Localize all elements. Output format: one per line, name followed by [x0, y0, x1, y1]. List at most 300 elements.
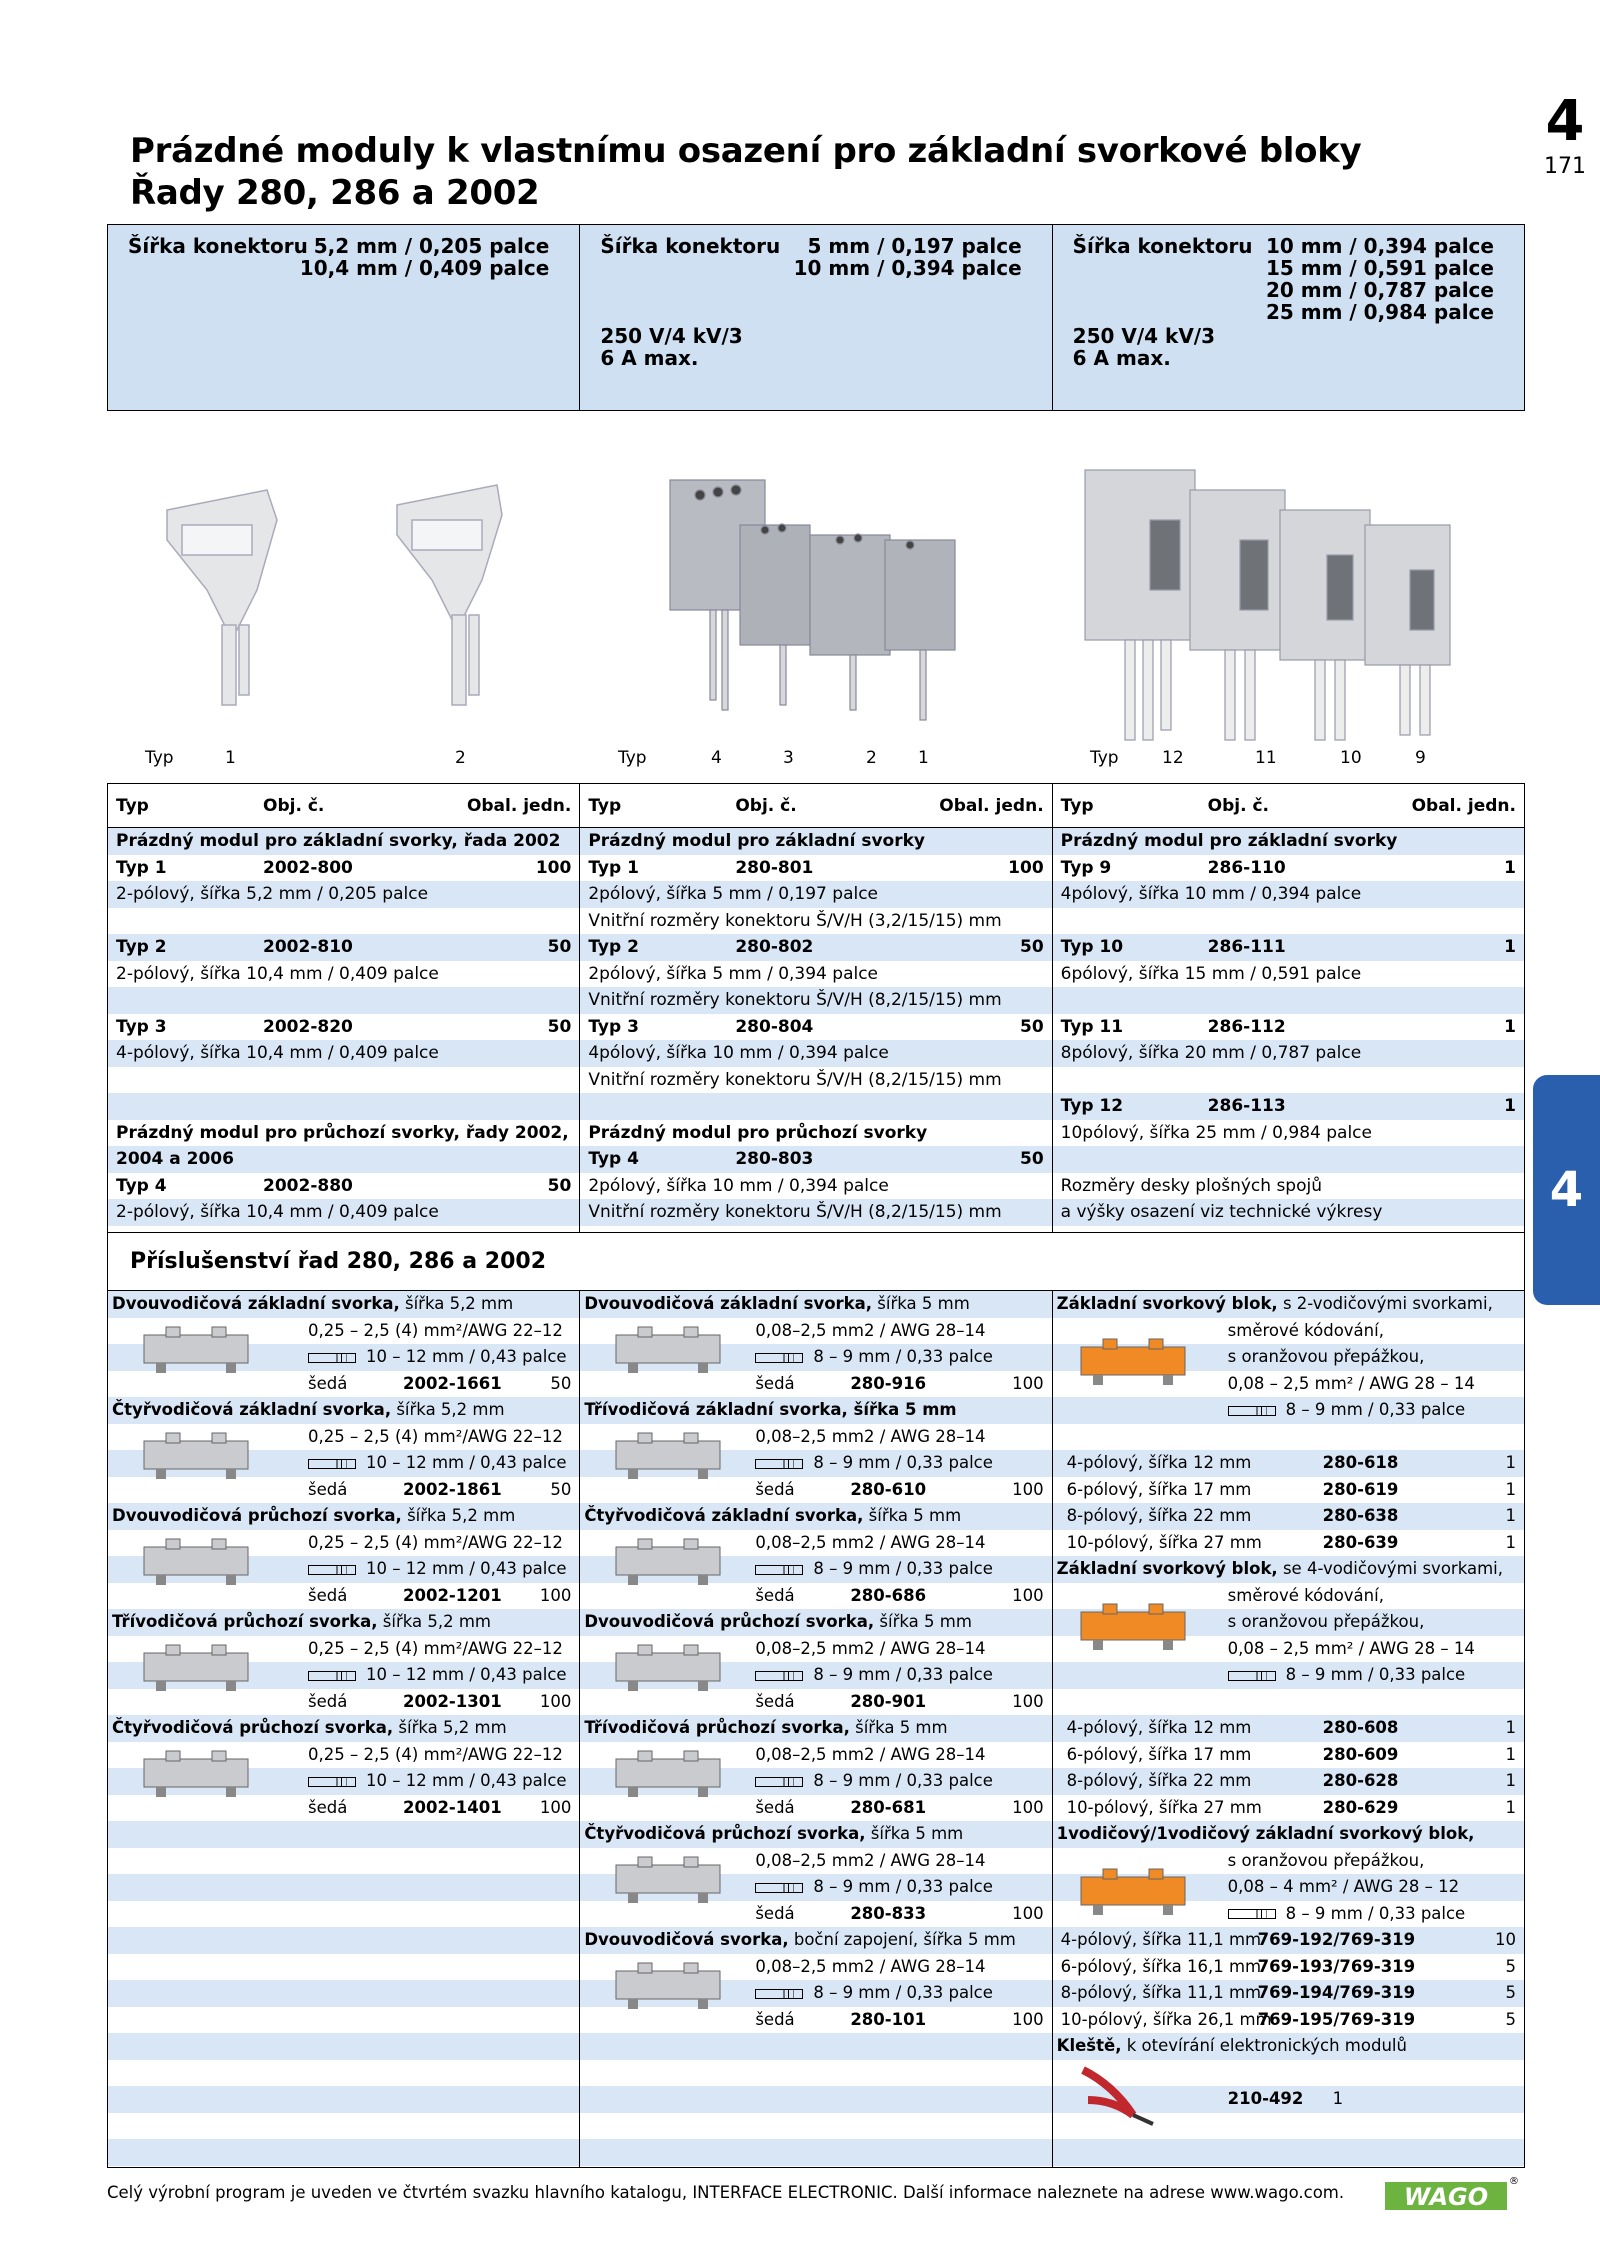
order-number: 280-833: [850, 1903, 927, 1923]
wire-spec: 0,25 – 2,5 (4) mm²/AWG 22–12: [308, 1744, 563, 1764]
product-name: Dvouvodičová základní svorka, šířka 5,2 mm: [112, 1294, 514, 1313]
pack-qty: 100: [539, 1585, 572, 1605]
strip-length: 8 – 9 mm / 0,33 palce: [755, 1450, 993, 1477]
acc-row: [108, 1927, 579, 1954]
wire-spec: 0,25 – 2,5 (4) mm²/AWG 22–12: [308, 1320, 563, 1340]
table-row: [108, 987, 579, 1014]
side-tab-label: 4: [1549, 1162, 1584, 1218]
product-name: Dvouvodičová svorka, boční zapojení, šířka 5 mm: [584, 1930, 1016, 1949]
color: šedá: [755, 1691, 795, 1711]
wire-strip-icon: [308, 1671, 356, 1681]
terminal-image: [608, 1639, 728, 1697]
row-text: Vnitřní rozměry konektoru Š/V/H (8,2/15/15) mm: [588, 990, 1002, 1010]
table-row: [108, 855, 579, 882]
footer-text: Celý výrobní program je uveden ve čtvrtém svazku hlavního katalogu, INTERFACE ELECTRONIC. Další informace naleznete na adrese www.wago.com.: [107, 2183, 1345, 2202]
wire-strip-icon: [308, 1777, 356, 1787]
row-text: Prázdný modul pro základní svorky: [1060, 831, 1398, 851]
voltage-rating: 250 V/4 kV/3: [600, 324, 743, 348]
type-num: 1: [918, 748, 929, 768]
pack-qty: 100: [539, 1797, 572, 1817]
table-row: [108, 908, 579, 935]
table-row: [580, 1146, 1051, 1173]
acc-row: [580, 2113, 1051, 2140]
wire-strip-icon: [755, 1989, 803, 1999]
wire-spec: 0,08–2,5 mm2 / AWG 28–14: [755, 1744, 986, 1764]
product-name: Čtyřvodičová průchozí svorka, šířka 5 mm: [584, 1824, 964, 1843]
spec-label: Šířka konektoru: [600, 234, 781, 258]
table-row: [108, 1146, 579, 1173]
strip-length: 8 – 9 mm / 0,33 palce: [755, 1874, 993, 1901]
order-number: 2002-1861: [403, 1479, 502, 1499]
row-text: 2-pólový, šířka 10,4 mm / 0,409 palce: [116, 1202, 439, 1222]
row-text: Typ 2: [588, 937, 639, 957]
row-text: Prázdný modul pro průchozí svorky, řady 2002,: [116, 1122, 569, 1143]
terminal-image: [1073, 1598, 1193, 1656]
variant-desc: 6-pólový, šířka 16,1 mm: [1060, 1956, 1262, 1976]
spec-line: směrové kódování,: [1227, 1320, 1384, 1340]
pack-qty: 100: [1008, 857, 1044, 878]
variant-desc: 8-pólový, šířka 22 mm: [1066, 1506, 1252, 1525]
table-row: [580, 1199, 1051, 1226]
spec-label: Šířka konektoru: [1072, 234, 1253, 258]
order-number: 280-803: [735, 1149, 814, 1169]
acc-row: [108, 1848, 579, 1875]
wire-strip-icon: [308, 1565, 356, 1575]
wire-spec: 0,08–2,5 mm2 / AWG 28–14: [755, 1956, 986, 1976]
order-number: 280-610: [850, 1479, 927, 1499]
strip-length: 8 – 9 mm / 0,33 palce: [1228, 1397, 1466, 1424]
pack-qty: 100: [1012, 1797, 1044, 1817]
type-prefix: Typ: [1090, 748, 1119, 768]
wire-spec: 0,08–2,5 mm2 / AWG 28–14: [755, 1320, 986, 1340]
strip-length: 10 – 12 mm / 0,43 palce: [308, 1662, 567, 1689]
acc-row: [108, 2139, 579, 2166]
acc-row: [108, 1291, 579, 1318]
row-text: Vnitřní rozměry konektoru Š/V/H (8,2/15/15) mm: [588, 1069, 1002, 1090]
acc-row: [1053, 1768, 1524, 1795]
wire-strip-icon: [308, 1459, 356, 1469]
pack-qty: 10: [1494, 1930, 1516, 1949]
order-number: 280-804: [735, 1016, 814, 1037]
acc-row: [108, 1397, 579, 1424]
row-text: Typ 3: [588, 1016, 639, 1037]
spec-line: směrové kódování,: [1227, 1585, 1384, 1605]
acc-row: [108, 1901, 579, 1928]
order-number: 280-802: [735, 937, 814, 957]
header-typ: Typ: [1060, 796, 1094, 816]
color: šedá: [308, 1479, 348, 1499]
order-number: 2002-1401: [403, 1797, 502, 1817]
acc-row: [1053, 1662, 1524, 1689]
color: šedá: [755, 2009, 795, 2029]
product-name: Třívodičová základní svorka, šířka 5 mm: [584, 1400, 957, 1419]
table-row: [580, 881, 1051, 908]
variant-desc: 6-pólový, šířka 17 mm: [1066, 1744, 1252, 1764]
product-name: Třívodičová průchozí svorka, šířka 5,2 mm: [112, 1612, 491, 1631]
order-number: 286-112: [1207, 1016, 1286, 1037]
row-text: 4-pólový, šířka 10,4 mm / 0,409 palce: [116, 1043, 439, 1063]
pack-qty: 5: [1505, 2009, 1516, 2029]
pack-qty: 1: [1505, 1453, 1516, 1472]
header-obj: Obj. č.: [263, 796, 325, 816]
variant-desc: 4-pólový, šířka 11,1 mm: [1060, 1930, 1262, 1949]
product-name: Dvouvodičová průchozí svorka, šířka 5,2 mm: [112, 1506, 516, 1525]
acc-row: [108, 1503, 579, 1530]
order-number: 769-194/769-319: [1257, 1983, 1416, 2002]
wire-strip-icon: [1228, 1671, 1276, 1681]
row-text: Typ 4: [588, 1149, 639, 1169]
product-name: Třívodičová průchozí svorka, šířka 5 mm: [584, 1718, 948, 1737]
wire-strip-icon: [755, 1883, 803, 1893]
voltage-rating: 250 V/4 kV/3: [1072, 324, 1216, 348]
acc-row: [580, 2033, 1051, 2060]
order-number: 280-801: [735, 857, 814, 878]
spec-col-2: [580, 225, 1052, 410]
pack-qty: 100: [535, 857, 572, 878]
variant-desc: 4-pólový, šířka 12 mm: [1066, 1718, 1252, 1737]
wire-spec: 0,25 – 2,5 (4) mm²/AWG 22–12: [308, 1638, 563, 1658]
pack-qty: 100: [1012, 1373, 1044, 1393]
acc-row: [108, 1874, 579, 1901]
chapter-side-tab[interactable]: [1533, 1075, 1600, 1305]
title-line-1: Prázdné moduly k vlastnímu osazení pro základní svorkové bloky: [130, 131, 1362, 171]
acc-row: [580, 1397, 1051, 1424]
wire-strip-icon: [755, 1459, 803, 1469]
width-value: 5 mm / 0,197 palce: [807, 234, 1022, 258]
row-text: Typ 9: [1060, 857, 1112, 878]
order-number: 280-639: [1322, 1532, 1399, 1552]
acc-row: [1053, 1927, 1524, 1954]
row-text: 2pólový, šířka 5 mm / 0,394 palce: [588, 963, 879, 984]
row-text: Typ 11: [1060, 1016, 1124, 1037]
acc-row: [108, 2033, 579, 2060]
product-name: Čtyřvodičová základní svorka, šířka 5 mm: [584, 1506, 962, 1525]
acc-row: [580, 1503, 1051, 1530]
acc-row: [580, 1609, 1051, 1636]
wago-logo: [1385, 2174, 1519, 2212]
row-text: Prázdný modul pro základní svorky, řada 2002: [116, 831, 561, 851]
table-row: [1053, 1014, 1524, 1041]
table-row: [108, 828, 579, 855]
product-name: Dvouvodičová základní svorka, šířka 5 mm: [584, 1294, 970, 1313]
strip-length: 8 – 9 mm / 0,33 palce: [755, 1662, 993, 1689]
width-value: 15 mm / 0,591 palce: [1265, 256, 1494, 280]
row-text: Typ 10: [1060, 937, 1124, 957]
acc-row: [108, 1821, 579, 1848]
terminal-image: [136, 1639, 256, 1697]
wire-spec: 0,08–2,5 mm2 / AWG 28–14: [755, 1532, 986, 1552]
spec-widths: [794, 235, 1022, 279]
title-line-2: Řady 280, 286 a 2002: [130, 173, 540, 213]
pack-qty: 5: [1505, 1983, 1516, 2002]
terminal-image: [136, 1533, 256, 1591]
header-typ: Typ: [116, 796, 149, 816]
spec-line: 0,08 – 4 mm² / AWG 28 – 12: [1227, 1877, 1460, 1896]
row-text: 2-pólový, šířka 5,2 mm / 0,205 palce: [116, 884, 429, 904]
strip-length: 8 – 9 mm / 0,33 palce: [755, 1556, 993, 1583]
acc-row: [580, 1821, 1051, 1848]
order-number: 280-916: [850, 1373, 927, 1393]
table-row: [1053, 961, 1524, 988]
order-number: 280-681: [850, 1797, 927, 1817]
photo-280-modules: [650, 430, 1110, 750]
table-header: [108, 784, 579, 828]
table-row: [108, 881, 579, 908]
terminal-image: [136, 1321, 256, 1379]
type-num: 12: [1162, 748, 1184, 768]
pack-qty: 1: [1505, 1771, 1516, 1790]
spec-line: 0,08 – 2,5 mm² / AWG 28 – 14: [1227, 1638, 1475, 1658]
acc-row: [108, 1609, 579, 1636]
header-typ: Typ: [588, 796, 622, 816]
row-text: a výšky osazení viz technické výkresy: [1060, 1202, 1383, 1222]
wire-strip-icon: [755, 1671, 803, 1681]
product-name: 1vodičový/1vodičový základní svorkový blok,: [1056, 1824, 1475, 1843]
pack-qty: 1: [1505, 1506, 1516, 1525]
strip-length: 10 – 12 mm / 0,43 palce: [308, 1344, 567, 1371]
acc-row: [1053, 1291, 1524, 1318]
pack-qty: 1: [1505, 1797, 1516, 1817]
table-row: [1053, 1120, 1524, 1147]
product-col-1: [108, 784, 580, 1232]
width-value: 25 mm / 0,984 palce: [1265, 300, 1494, 324]
color: šedá: [755, 1903, 795, 1923]
variant-desc: 8-pólový, šířka 22 mm: [1066, 1771, 1252, 1790]
accessories-col-2: [580, 1291, 1052, 2167]
acc-row: [1053, 1689, 1524, 1716]
variant-desc: 6-pólový, šířka 17 mm: [1066, 1479, 1252, 1499]
type-labels-2: [618, 748, 1078, 772]
pack-qty: 1: [1505, 1479, 1516, 1499]
pack-qty: 50: [547, 1016, 572, 1037]
strip-length: 8 – 9 mm / 0,33 palce: [755, 1344, 993, 1371]
chapter-number: 4: [1545, 89, 1585, 154]
acc-row: [108, 1954, 579, 1981]
table-row: [580, 908, 1051, 935]
row-text: Rozměry desky plošných spojů: [1060, 1175, 1322, 1196]
table-row: [580, 961, 1051, 988]
order-number: 2002-820: [263, 1016, 353, 1037]
wire-spec: 0,08–2,5 mm2 / AWG 28–14: [755, 1426, 986, 1446]
color: šedá: [308, 1797, 348, 1817]
order-number: 2002-810: [263, 937, 353, 957]
pack-qty: 50: [1019, 1016, 1044, 1037]
table-row: [1053, 934, 1524, 961]
acc-row: [108, 2113, 579, 2140]
strip-length: 10 – 12 mm / 0,43 palce: [308, 1450, 567, 1477]
type-num: 9: [1415, 748, 1426, 768]
photo-2002-modules: [107, 430, 567, 750]
table-row: [1053, 828, 1524, 855]
type-prefix: Typ: [618, 748, 647, 768]
table-row: [580, 1067, 1051, 1094]
pack-qty: 1: [1504, 1016, 1516, 1037]
terminal-image: [1073, 1863, 1193, 1921]
wire-strip-icon: [755, 1777, 803, 1787]
header-obal: Obal. jedn.: [1411, 796, 1516, 816]
header-obj: Obj. č.: [1207, 796, 1270, 816]
table-header: [580, 784, 1051, 828]
spec-widths: [1266, 235, 1494, 323]
header-obal: Obal. jedn.: [939, 796, 1044, 816]
variant-desc: 10-pólový, šířka 27 mm: [1066, 1532, 1262, 1552]
table-row: [108, 1173, 579, 1200]
acc-row: [108, 1715, 579, 1742]
product-col-3: [1053, 784, 1524, 1232]
width-value: 10 mm / 0,394 palce: [793, 256, 1022, 280]
table-row: [108, 1120, 579, 1147]
acc-row: [580, 2139, 1051, 2166]
table-row: [580, 1173, 1051, 1200]
order-number: 2002-880: [263, 1175, 353, 1196]
wire-strip-icon: [1228, 1406, 1276, 1416]
acc-row: [1053, 1715, 1524, 1742]
type-prefix: Typ: [145, 748, 174, 768]
table-row: [1053, 1173, 1524, 1200]
table-row: [580, 934, 1051, 961]
terminal-image: [136, 1427, 256, 1485]
acc-row: [1053, 1397, 1524, 1424]
color: šedá: [308, 1373, 348, 1393]
wire-spec: 0,25 – 2,5 (4) mm²/AWG 22–12: [308, 1426, 563, 1446]
current-rating: 6 A max.: [1072, 346, 1171, 370]
type-num: 4: [711, 748, 722, 768]
wire-spec: 0,25 – 2,5 (4) mm²/AWG 22–12: [308, 1532, 563, 1552]
row-text: 4pólový, šířka 10 mm / 0,394 palce: [588, 1043, 889, 1063]
pack-qty: 100: [1012, 1479, 1044, 1499]
wire-spec: 0,08–2,5 mm2 / AWG 28–14: [755, 1638, 986, 1658]
strip-length: 8 – 9 mm / 0,33 palce: [755, 1768, 993, 1795]
row-text: Typ 2: [116, 937, 167, 957]
table-header: [1053, 784, 1524, 828]
color: šedá: [755, 1479, 795, 1499]
width-value: 10,4 mm / 0,409 palce: [299, 256, 550, 280]
acc-row: [1053, 1795, 1524, 1822]
table-row: [580, 855, 1051, 882]
acc-row: [1053, 1530, 1524, 1557]
table-row: [1053, 855, 1524, 882]
acc-row: [580, 2086, 1051, 2113]
pack-qty: 50: [550, 1373, 572, 1393]
acc-row: [1053, 1954, 1524, 1981]
acc-row: [580, 1715, 1051, 1742]
table-row: [580, 987, 1051, 1014]
spec-label: Šířka konektoru: [128, 234, 308, 258]
row-text: Typ 1: [588, 857, 639, 878]
type-num: 3: [783, 748, 794, 768]
pack-qty: 100: [539, 1691, 572, 1711]
pack-qty: 1: [1504, 857, 1516, 878]
order-number: 286-111: [1207, 937, 1286, 957]
color: šedá: [755, 1585, 795, 1605]
product-name: Základní svorkový blok, se 4-vodičovými svorkami,: [1056, 1559, 1503, 1578]
row-text: Vnitřní rozměry konektoru Š/V/H (8,2/15/15) mm: [588, 1202, 1002, 1222]
variant-desc: 8-pólový, šířka 11,1 mm: [1060, 1983, 1262, 2002]
product-table: [107, 783, 1525, 1233]
width-value: 10 mm / 0,394 palce: [1265, 234, 1494, 258]
order-number: 769-193/769-319: [1257, 1956, 1416, 1976]
terminal-image: [608, 1851, 728, 1909]
acc-row: [1053, 1556, 1524, 1583]
pack-qty: 5: [1505, 1956, 1516, 1976]
pack-qty: 1: [1504, 1096, 1516, 1116]
pack-qty: 100: [1012, 2009, 1044, 2029]
order-number: 2002-1201: [403, 1585, 502, 1605]
color: šedá: [755, 1373, 795, 1393]
variant-desc: 4-pólový, šířka 12 mm: [1066, 1453, 1252, 1472]
logo-text: WAGO: [1403, 2183, 1489, 2211]
table-row: [108, 1014, 579, 1041]
electrical-rating: [600, 325, 742, 369]
table-row: [108, 934, 579, 961]
row-text: 6pólový, šířka 15 mm / 0,591 palce: [1060, 963, 1362, 984]
strip-length: 8 – 9 mm / 0,33 palce: [755, 1980, 993, 2007]
terminal-image: [1073, 1333, 1193, 1391]
acc-row: [1053, 1450, 1524, 1477]
strip-length: 10 – 12 mm / 0,43 palce: [308, 1556, 567, 1583]
order-number: 210-492: [1227, 2089, 1304, 2108]
terminal-image: [608, 1957, 728, 2015]
pack-qty: 100: [1012, 1585, 1044, 1605]
spec-line: s oranžovou přepážkou,: [1227, 1850, 1425, 1870]
accessories-section: [107, 1233, 1525, 2168]
row-text: Typ 12: [1060, 1096, 1124, 1116]
acc-row: [108, 2007, 579, 2034]
order-number: 280-628: [1322, 1771, 1399, 1790]
order-number: 280-609: [1322, 1744, 1399, 1764]
order-number: 286-110: [1207, 857, 1286, 878]
row-text: 8pólový, šířka 20 mm / 0,787 palce: [1060, 1043, 1362, 1063]
row-text: Typ 3: [116, 1016, 167, 1037]
type-num: 11: [1255, 748, 1277, 768]
order-number: 280-686: [850, 1585, 927, 1605]
width-value: 5,2 mm / 0,205 palce: [313, 234, 550, 258]
pack-qty: 1: [1332, 2089, 1344, 2108]
acc-row: [1053, 1477, 1524, 1504]
pack-qty: 1: [1504, 937, 1516, 957]
row-text: Prázdný modul pro základní svorky: [588, 831, 926, 851]
row-text: 10pólový, šířka 25 mm / 0,984 palce: [1060, 1122, 1372, 1143]
strip-length: 8 – 9 mm / 0,33 palce: [1228, 1901, 1466, 1928]
row-text: Prázdný modul pro průchozí svorky: [588, 1122, 928, 1143]
spec-widths: [300, 235, 550, 279]
pack-qty: 1: [1505, 1718, 1516, 1737]
table-row: [1053, 908, 1524, 935]
pack-qty: 50: [550, 1479, 572, 1499]
order-number: 769-195/769-319: [1257, 2009, 1416, 2029]
acc-row: [1053, 2007, 1524, 2034]
row-text: Vnitřní rozměry konektoru Š/V/H (3,2/15/15) mm: [588, 910, 1002, 931]
order-number: 280-629: [1322, 1797, 1399, 1817]
terminal-image: [608, 1745, 728, 1803]
acc-row: [1053, 1980, 1524, 2007]
pack-qty: 100: [1012, 1903, 1044, 1923]
spec-header: [107, 224, 1525, 411]
pack-qty: 1: [1505, 1744, 1516, 1764]
strip-length: 8 – 9 mm / 0,33 palce: [1228, 1662, 1466, 1689]
variant-desc: 10-pólový, šířka 27 mm: [1066, 1797, 1262, 1817]
spec-line: s oranžovou přepážkou,: [1227, 1347, 1425, 1366]
table-row: [580, 1014, 1051, 1041]
terminal-image: [136, 1745, 256, 1803]
spec-line: 0,08 – 2,5 mm² / AWG 28 – 14: [1227, 1373, 1475, 1393]
order-number: 280-901: [850, 1691, 927, 1711]
type-num: 1: [225, 748, 236, 768]
width-value: 20 mm / 0,787 palce: [1265, 278, 1494, 302]
wire-strip-icon: [1228, 1909, 1276, 1919]
order-number: 2002-800: [263, 857, 353, 878]
terminal-image: [608, 1533, 728, 1591]
